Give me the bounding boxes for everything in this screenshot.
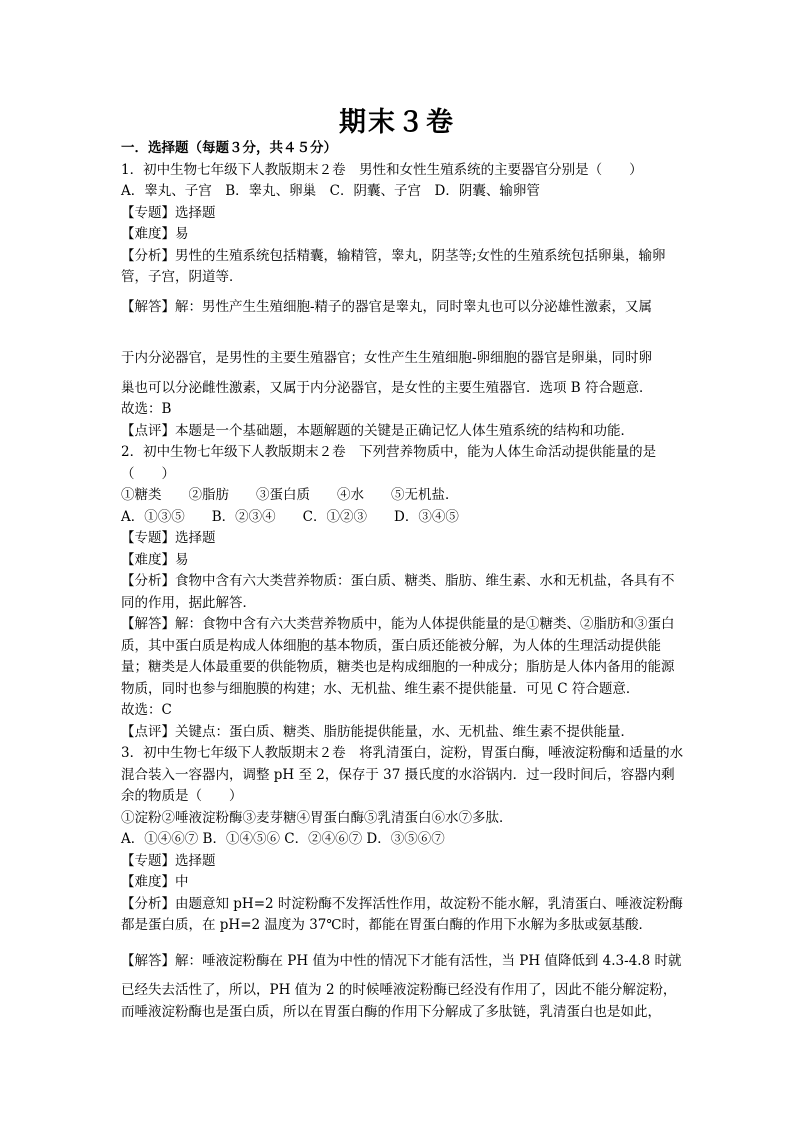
- question-answer-line: 巢也可以分泌雌性激素，又属于内分泌器官，是女性的主要生殖器官．选项 B 符合题意．: [121, 379, 653, 396]
- question-comment: 【点评】关键点：蛋白质、糖类、脂肪能提供能量，水、无机盐、维生素不提供能量．: [121, 723, 634, 740]
- question-2: [121, 442, 686, 743]
- question-choice: 故选：C: [121, 702, 172, 718]
- question-options: A．睾丸、子宫 B．睾丸、卵巢 C．阴囊、子宫 D．阴囊、输卵管: [121, 183, 540, 199]
- question-3: [121, 743, 686, 1023]
- question-answer-line: 已经失去活性了，所以，PH 值为 2 的时候唾液淀粉酶已经没有作用了，因此不能分解淀粉，而唾液淀粉酶也是蛋白质，所以在胃蛋白酶的作用下分解成了多肽链，乳清蛋白也是如此，: [121, 982, 677, 1020]
- question-topic: 【专题】选择题: [121, 852, 216, 869]
- question-items: ①淀粉②唾液淀粉酶③麦芽糖④胃蛋白酶⑤乳清蛋白⑥水⑦多肽．: [121, 809, 513, 826]
- question-options: A．①③⑤ B．②③④ C．①②③ D．③④⑤: [121, 508, 459, 525]
- question-difficulty: 【难度】中: [121, 874, 189, 890]
- question-stem: 1．初中生物七年级下人教版期末２卷 男性和女性生殖系统的主要器官分别是（ ）: [121, 161, 643, 178]
- question-stem: 2．初中生物七年级下人教版期末２卷 下列营养物质中，能为人体生命活动提供能量的是（ ）: [121, 444, 657, 482]
- section-heading: 一．选择题（每题３分，共４５分）: [121, 140, 337, 156]
- question-answer-line: 【解答】解：男性产生生殖细胞-精子的器官是睾丸，同时睾丸也可以分泌雄性激素，又属: [121, 298, 653, 315]
- question-analysis: 【分析】食物中含有六大类营养物质：蛋白质、糖类、脂肪、维生素、水和无机盐，各具有不同的作用，据此解答．: [121, 573, 675, 611]
- question-answer-line: 于内分泌器官，是男性的主要生殖器官；女性产生生殖细胞-卵细胞的器官是卵巢，同时卵: [121, 350, 653, 366]
- question-answer: 【解答】解：食物中含有六大类营养物质中，能为人体提供能量的是①糖类、②脂肪和③蛋白质，其中蛋白质是构成人体细胞的基本物质，蛋白质还能被分解，为人体的生理活动提供能量；糖类是人体最重要的供能物质，糖类也是构成细胞的一种成分；脂肪是人体内备用的能源物质，同时也参与细胞膜的构建；水、无机盐、维生素不提供能量．可见 C 符合题意．: [121, 616, 675, 697]
- document-body: [121, 138, 686, 1023]
- question-1: [121, 160, 686, 443]
- question-answer-line: 【解答】解：唾液淀粉酶在 PH 值为中性的情况下才能有活性，当 PH 值降低到 4.3-4.8 时就: [121, 952, 682, 969]
- question-analysis: 【分析】由题意知 pH=2 时淀粉酶不发挥活性作用，故淀粉不能水解，乳清蛋白、唾液淀粉酶都是蛋白质，在 pH=2 温度为 37℃时，都能在胃蛋白酶的作用下水解为多肽或氨基酸．: [121, 895, 683, 933]
- question-options: A．①④⑥⑦ B．①④⑤⑥ C．②④⑥⑦ D．③⑤⑥⑦: [121, 831, 445, 847]
- question-items: ①糖类 ②脂肪 ③蛋白质 ④水 ⑤无机盐．: [121, 487, 459, 503]
- question-choice: 故选：B: [121, 401, 172, 417]
- question-topic: 【专题】选择题: [121, 530, 216, 546]
- question-topic: 【专题】选择题: [121, 204, 216, 221]
- question-stem: 3．初中生物七年级下人教版期末２卷 将乳清蛋白，淀粉，胃蛋白酶，唾液淀粉酶和适量的水混合装入一容器内，调整 pH 至 2，保存于 37 摄氏度的水浴锅内．过一段时间后，容器内剩余的物质是（ ）: [121, 745, 684, 804]
- document-title: 期末３卷: [339, 107, 455, 138]
- question-analysis: 【分析】男性的生殖系统包括精囊，输精管，睾丸，阴茎等;女性的生殖系统包括卵巢，输卵管，子宫，阴道等．: [121, 247, 666, 285]
- question-difficulty: 【难度】易: [121, 551, 189, 568]
- question-comment: 【点评】本题是一个基础题，本题解题的关键是正确记忆人体生殖系统的结构和功能．: [121, 422, 634, 439]
- question-difficulty: 【难度】易: [121, 226, 189, 242]
